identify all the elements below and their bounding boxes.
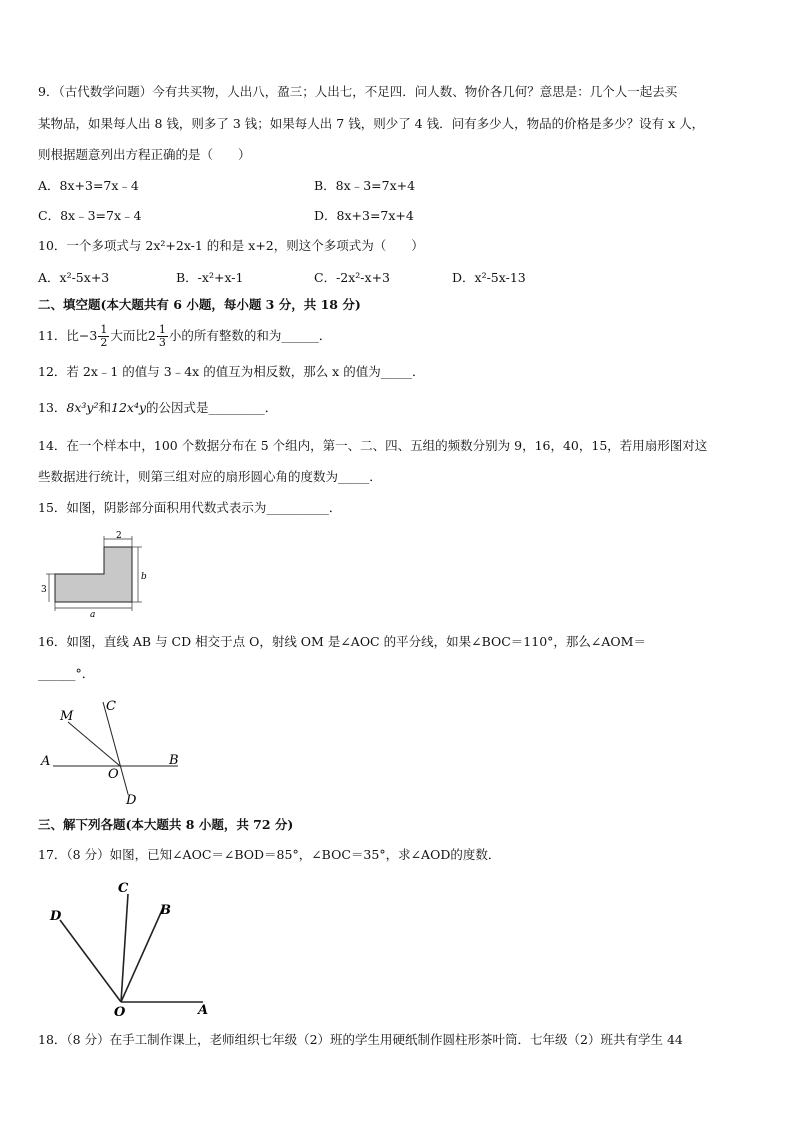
q16-label-a: A: [41, 754, 51, 769]
q15-label-bottom: a: [90, 610, 96, 620]
q10-option-b: B．-x²+x-1: [176, 270, 244, 285]
q9-line-1: 9．（古代数学问题）今有共买物，人出八，盈三；人出七，不足四．问人数、物价各几何？意思是：几个人一起去买: [38, 84, 678, 99]
q15-label-right: b: [141, 572, 147, 582]
q13-pre: 13．: [38, 400, 67, 415]
q16-label-m: M: [60, 709, 74, 724]
q15-shaded-region: [55, 547, 132, 602]
q17-label-c: C: [118, 881, 129, 896]
q11-fraction-1: [98, 324, 109, 349]
q17-figure: [38, 876, 218, 1016]
q11-f1-denominator: 2: [100, 336, 108, 349]
q16-figure: [38, 694, 188, 809]
q11-post: 小的所有整数的和为______．: [168, 328, 332, 343]
q16-label-o: O: [108, 767, 119, 782]
q15-text: 15．如图，阴影部分面积用代数式表示为__________．: [38, 500, 342, 515]
q17-label-o: O: [114, 1005, 126, 1016]
q9-option-a: A．8x+3=7x﹣4: [38, 178, 139, 193]
q14-line-1: 14．在一个样本中，100 个数据分布在 5 个组内，第一、二、四、五组的频数分别为 9，16，40，15，若用扇形图对这: [38, 438, 708, 453]
q17-label-b: B: [160, 903, 171, 918]
q10-stem: 10．一个多项式与 2x²+2x-1 的和是 x+2，则这个多项式为（ ）: [38, 238, 424, 253]
q9-option-d: D．8x+3=7x+4: [314, 208, 414, 223]
q16-label-b: B: [169, 753, 179, 768]
q18-text: 18．（8 分）在手工制作课上，老师组织七年级（2）班的学生用硬纸制作圆柱形茶叶筒．七年级（2）班共有学生 44: [38, 1032, 683, 1047]
q16-ray-om: [68, 722, 120, 766]
q16-label-c: C: [106, 699, 116, 714]
q11-f2-denominator: 3: [158, 336, 166, 349]
q17-ray-od: [60, 920, 121, 1002]
q15-label-left: 3: [41, 585, 47, 595]
q16-line-2: ______°．: [38, 666, 95, 681]
q11-fraction-2: [157, 324, 168, 349]
q13-monomial-2: 12x⁴y: [111, 400, 147, 415]
q9-line-2: 某物品，如果每人出 8 钱，则多了 3 钱；如果每人出 7 钱，则少了 4 钱．问有多少人，物品的价格是多少？设有 x 人，: [38, 116, 705, 131]
q11-mid: 大而比: [110, 328, 148, 343]
q11-pre: 11．比: [38, 328, 79, 343]
section-3-heading: 三、解下列各题(本大题共 8 小题，共 72 分): [38, 817, 294, 832]
q13: [38, 400, 277, 416]
q10-option-c: C．-2x²-x+3: [314, 270, 391, 285]
q17-label-d: D: [50, 909, 62, 924]
q13-mid: 和: [98, 400, 112, 415]
q9-option-b: B．8x﹣3=7x+4: [314, 178, 416, 193]
q17-ray-ob: [121, 908, 163, 1002]
q11-whole-2: 2: [147, 328, 156, 343]
q13-monomial-1: 8x³y²: [66, 400, 99, 415]
q10-option-a: A．x²-5x+3: [38, 270, 110, 285]
q9-line-3: 则根据题意列出方程正确的是（ ）: [38, 147, 251, 162]
q11: [38, 324, 331, 349]
q9-option-c: C．8x﹣3=7x﹣4: [38, 208, 142, 223]
q17-label-a: A: [198, 1003, 209, 1016]
q12: 12．若 2x﹣1 的值与 3﹣4x 的值互为相反数，那么 x 的值为_____．: [38, 364, 425, 379]
q15-figure: [38, 530, 158, 620]
q13-post: 的公因式是_________．: [146, 400, 278, 415]
q11-f1-numerator: 1: [100, 323, 108, 336]
q15-label-top: 2: [116, 531, 122, 541]
q17-ray-oc: [121, 894, 128, 1002]
q17-text: 17．（8 分）如图，已知∠AOC＝∠BOD＝85°，∠BOC＝35°，求∠AOD的度数．: [38, 847, 501, 862]
q11-f2-numerator: 1: [158, 323, 166, 336]
q16-label-d: D: [126, 793, 137, 808]
q16-line-1: 16．如图，直线 AB 与 CD 相交于点 O，射线 OM 是∠AOC 的平分线，如果∠BOC＝110°，那么∠AOM＝: [38, 634, 646, 649]
q11-whole-1: −3: [78, 328, 98, 343]
q14-line-2: 些数据进行统计，则第三组对应的扇形圆心角的度数为_____．: [38, 469, 382, 484]
q10-option-d: D．x²-5x-13: [452, 270, 526, 285]
section-2-heading: 二、填空题(本大题共有 6 小题，每小题 3 分，共 18 分): [38, 297, 361, 312]
